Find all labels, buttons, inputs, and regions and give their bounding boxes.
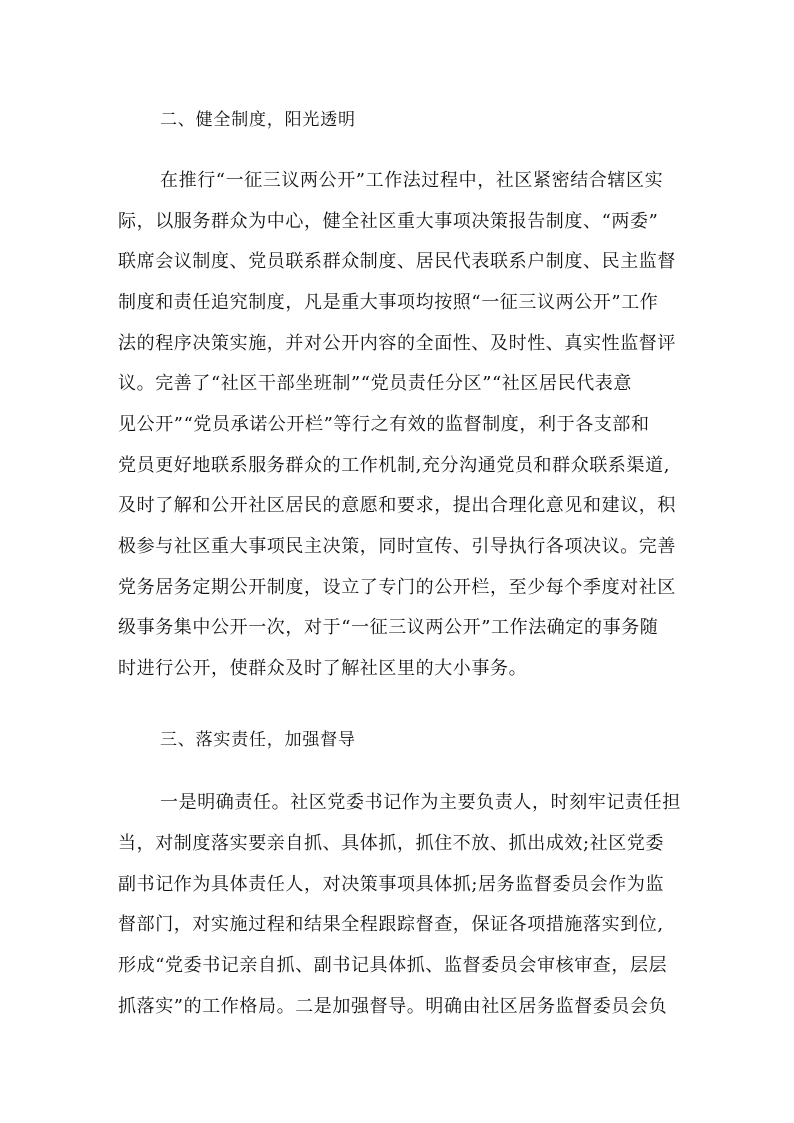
paragraph-line: 见公开”“党员承诺公开栏”等行之有效的监督制度，利于各支部和 — [118, 414, 650, 435]
paragraph-line: 一是明确责任。社区党委书记作为主要负责人，时刻牢记责任担 — [160, 792, 681, 813]
paragraph-line: 抓落实”的工作格局。二是加强督导。明确由社区居务监督委员会负 — [118, 996, 668, 1017]
paragraph-line: 在推行“一征三议两公开”工作法过程中，社区紧密结合辖区实 — [160, 170, 664, 191]
paragraph-line: 联席会议制度、党员联系群众制度、居民代表联系户制度、民主监督 — [118, 251, 676, 272]
paragraph-line: 级事务集中公开一次，对于“一征三议两公开”工作法确定的事务随 — [118, 617, 659, 638]
paragraph-line: 形成“党委书记亲自抓、副书记具体抓、监督委员会审核审查，层层 — [118, 955, 668, 976]
paragraph-line: 制度和责任追究制度，凡是重大事项均按照“一征三议两公开”工作 — [118, 292, 659, 313]
section-heading-3: 三、落实责任，加强督导 — [160, 730, 356, 750]
section-heading-2: 二、健全制度，阳光透明 — [160, 110, 356, 130]
paragraph-line: 督部门，对实施过程和结果全程跟踪督查，保证各项措施落实到位, — [118, 914, 664, 935]
paragraph-line: 及时了解和公开社区居民的意愿和要求，提出合理化意见和建议，积 — [118, 495, 676, 516]
paragraph-line: 议。完善了“社区干部坐班制”“党员责任分区”“社区居民代表意 — [118, 373, 633, 394]
paragraph-line: 当，对制度落实要亲自抓、具体抓，抓住不放、抓出成效;社区党委 — [118, 833, 665, 854]
paragraph-line: 副书记作为具体责任人，对决策事项具体抓;居务监督委员会作为监 — [118, 874, 665, 895]
paragraph-line: 极参与社区重大事项民主决策，同时宣传、引导执行各项决议。完善 — [118, 536, 676, 557]
paragraph-line: 党务居务定期公开制度，设立了专门的公开栏，至少每个季度对社区 — [118, 577, 676, 598]
paragraph-line: 法的程序决策实施，并对公开内容的全面性、及时性、真实性监督评 — [118, 333, 676, 354]
paragraph-line: 党员更好地联系服务群众的工作机制,充分沟通党员和群众联系渠道, — [118, 455, 671, 476]
paragraph-line: 时进行公开，使群众及时了解社区里的大小事务。 — [118, 658, 528, 679]
paragraph-line: 际，以服务群众为中心，健全社区重大事项决策报告制度、“两委” — [118, 211, 659, 232]
